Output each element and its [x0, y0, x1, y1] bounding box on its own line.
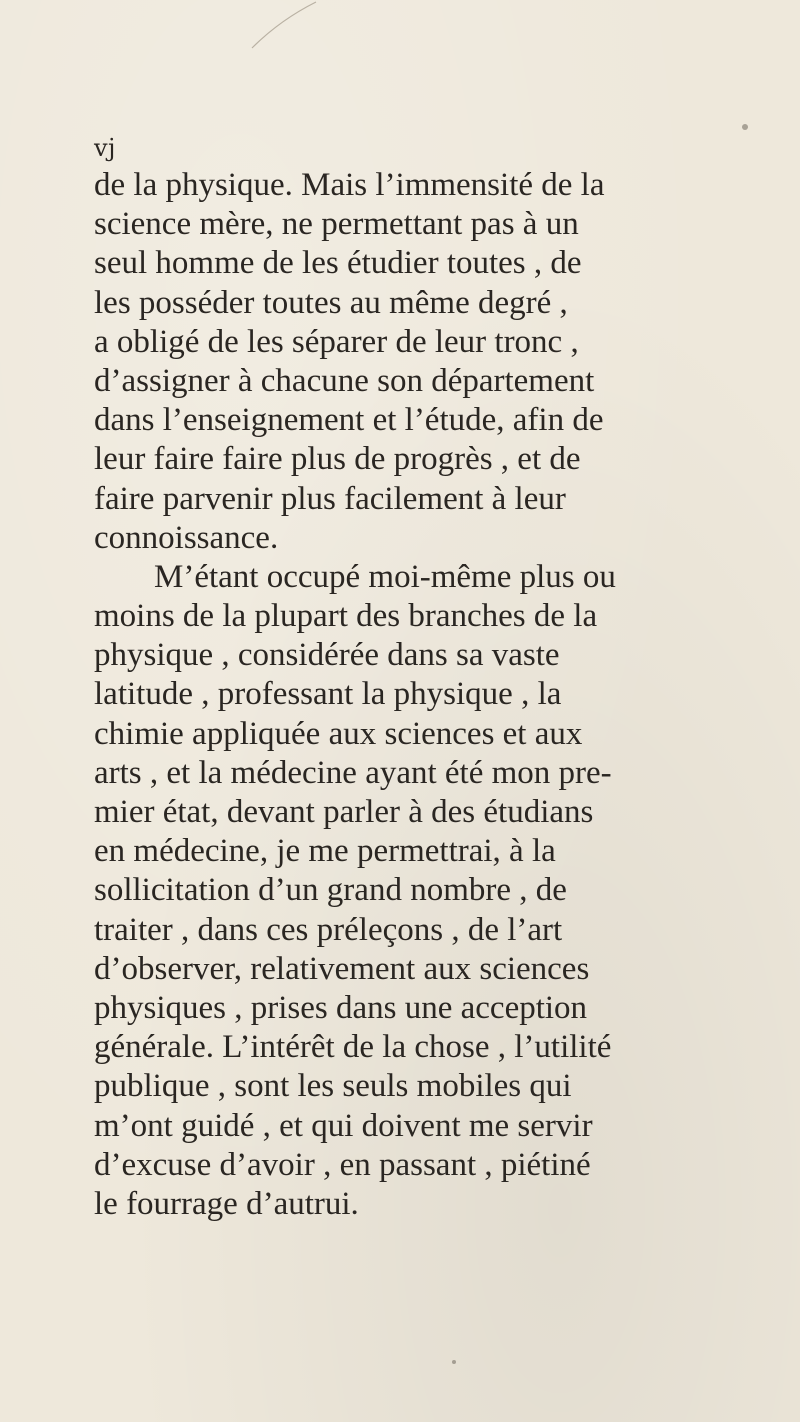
text-line: arts , et la médecine ayant été mon pre- — [94, 754, 612, 791]
text-line: a obligé de les séparer de leur tronc , — [94, 323, 579, 360]
body-text — [94, 166, 746, 1224]
paper-mark — [250, 0, 330, 50]
text-line: connoissance. — [94, 519, 279, 556]
text-line: dans l’enseignement et l’étude, afin de — [94, 402, 604, 439]
text-line: latitude , professant la physique , la — [94, 676, 562, 713]
text-line: m’ont guidé , et qui doivent me servir — [94, 1107, 593, 1144]
text-line: d’excuse d’avoir , en passant , piétiné — [94, 1146, 591, 1183]
text-line: physique , considérée dans sa vaste — [94, 637, 560, 674]
page-signature: vj — [94, 134, 116, 162]
text-line: le fourrage d’autrui. — [94, 1185, 359, 1222]
text-line: mier état, devant parler à des étudians — [94, 794, 594, 830]
text-line: générale. L’intérêt de la chose , l’utilité — [94, 1029, 612, 1066]
text-line: d’assigner à chacune son département — [94, 362, 595, 399]
paragraph-start-line: M’étant occupé moi-même plus ou — [154, 558, 616, 595]
text-line: leur faire faire plus de progrès , et de — [94, 441, 581, 478]
text-line: les posséder toutes au même degré , — [94, 284, 568, 321]
text-line: chimie appliquée aux sciences et aux — [94, 715, 583, 752]
text-line: science mère, ne permettant pas à un — [94, 206, 579, 243]
text-line: de la physique. Mais l’immensité de la — [94, 167, 605, 203]
paper-speck — [452, 1360, 456, 1364]
text-line: physiques , prises dans une acception — [94, 989, 588, 1026]
text-line: sollicitation d’un grand nombre , de — [94, 872, 567, 909]
text-line: traiter , dans ces préleçons , de l’art — [94, 911, 563, 948]
text-line: publique , sont les seuls mobiles qui — [94, 1068, 572, 1105]
text-line: en médecine, je me permettrai, à la — [94, 833, 556, 870]
text-line: moins de la plupart des branches de la — [94, 598, 598, 635]
paper-speck — [742, 124, 748, 130]
text-line: d’observer, relativement aux sciences — [94, 950, 590, 987]
text-line: faire parvenir plus facilement à leur — [94, 480, 566, 517]
text-line: seul homme de les étudier toutes , de — [94, 245, 582, 282]
